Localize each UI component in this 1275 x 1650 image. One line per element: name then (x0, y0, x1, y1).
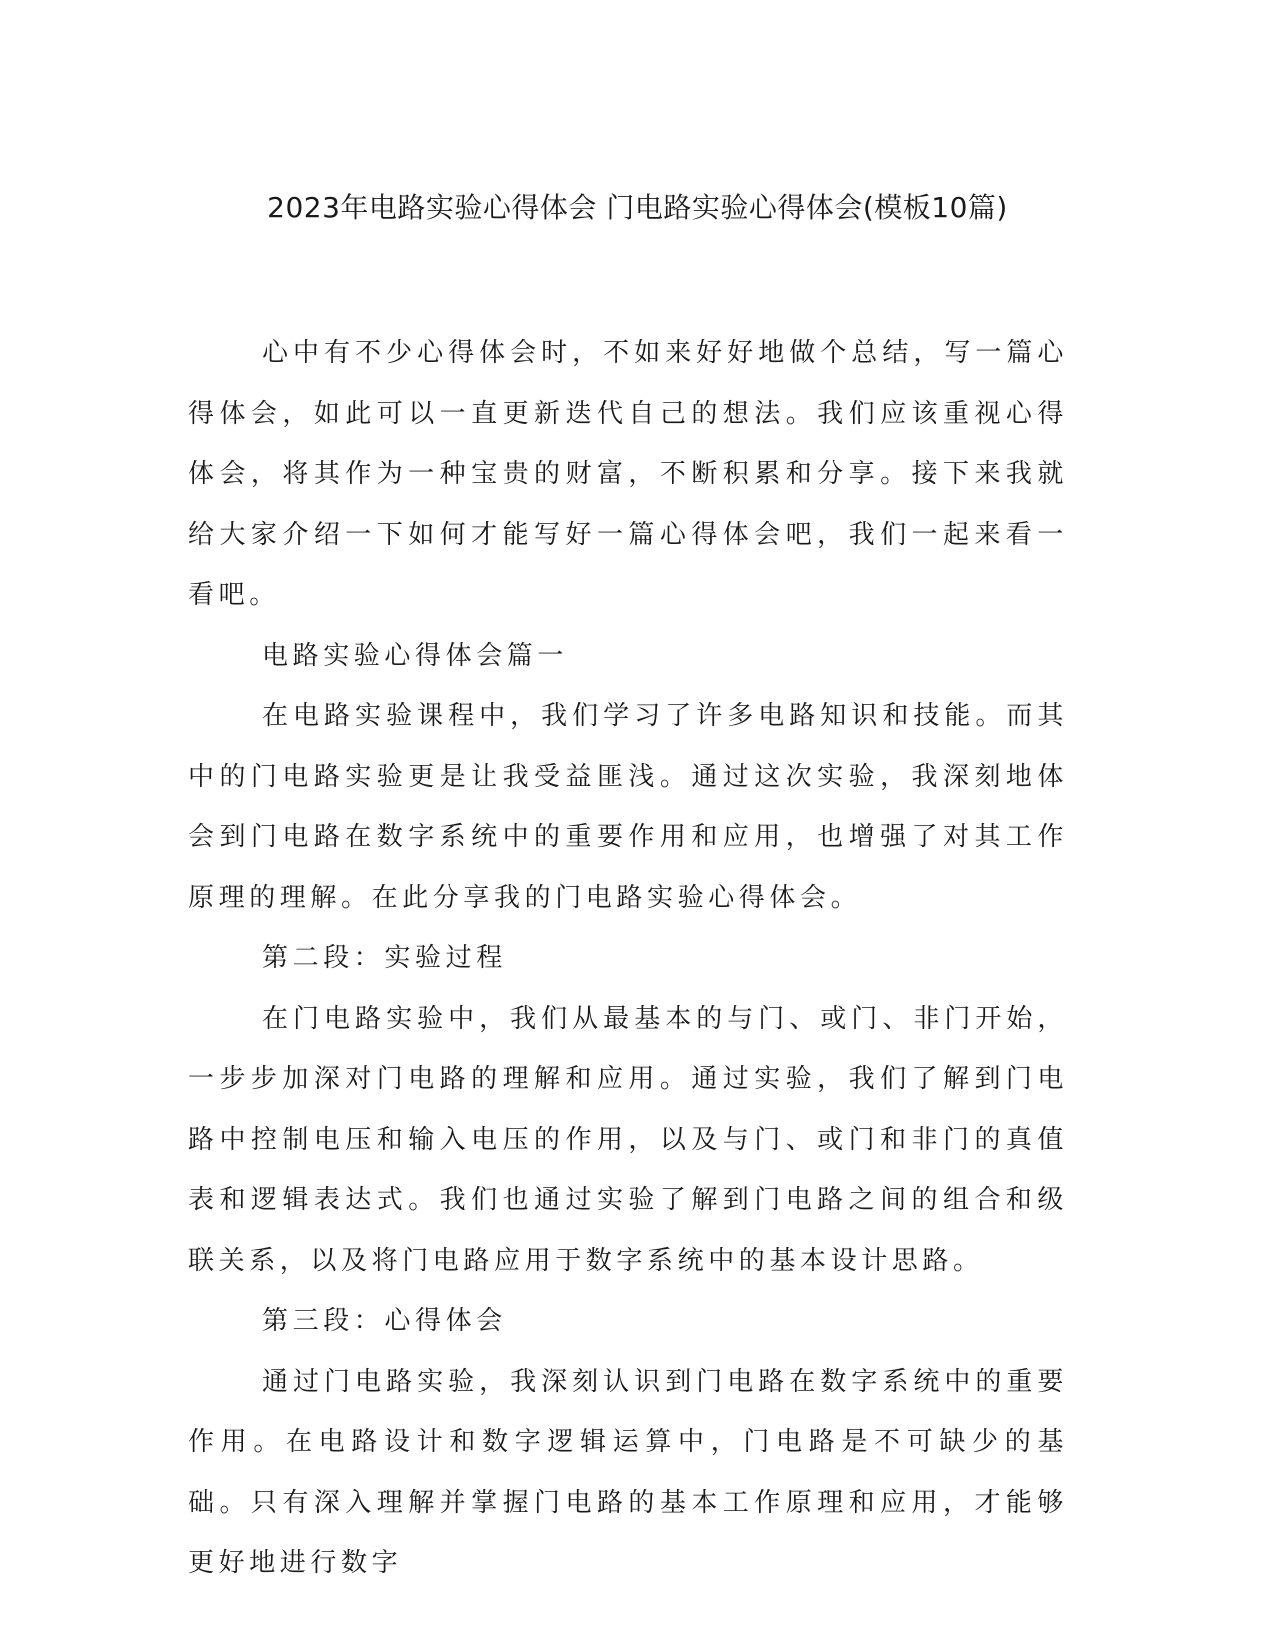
body-paragraph: 在门电路实验中，我们从最基本的与门、或门、非门开始，一步步加深对门电路的理解和应用。通过实验，我们了解到门电路中控制电压和输入电压的作用，以及与门、或门和非门的真值表和逻辑表达式。我们也通过实验了解到门电路之间的组合和级联关系，以及将门电路应用于数字系统中的基本设计思路。 (188, 1003, 1068, 1276)
section-heading-reflections: 第三段：心得体会 (262, 1306, 507, 1336)
document-body (188, 323, 1068, 1594)
body-paragraph: 在电路实验课程中，我们学习了许多电路知识和技能。而其中的门电路实验更是让我受益匪浅。通过这次实验，我深刻地体会到门电路在数字系统中的重要作用和应用，也增强了对其工作原理的理解。在此分享我的门电路实验心得体会。 (188, 701, 1068, 913)
section-heading-experiment-process: 第二段：实验过程 (262, 943, 507, 973)
document-title: 2023年电路实验心得体会 门电路实验心得体会(模板10篇) (267, 191, 1008, 224)
body-paragraph: 通过门电路实验，我深刻认识到门电路在数字系统中的重要作用。在电路设计和数字逻辑运算中，门电路是不可缺少的基础。只有深入理解并掌握门电路的基本工作原理和应用，才能够更好地进行数字 (188, 1366, 1068, 1578)
intro-paragraph: 心中有不少心得体会时，不如来好好地做个总结，写一篇心得体会，如此可以一直更新迭代自己的想法。我们应该重视心得体会，将其作为一种宝贵的财富，不断积累和分享。接下来我就给大家介绍一下如何才能写好一篇心得体会吧，我们一起来看一看吧。 (188, 338, 1068, 610)
section-heading-part-one: 电路实验心得体会篇一 (262, 640, 569, 671)
